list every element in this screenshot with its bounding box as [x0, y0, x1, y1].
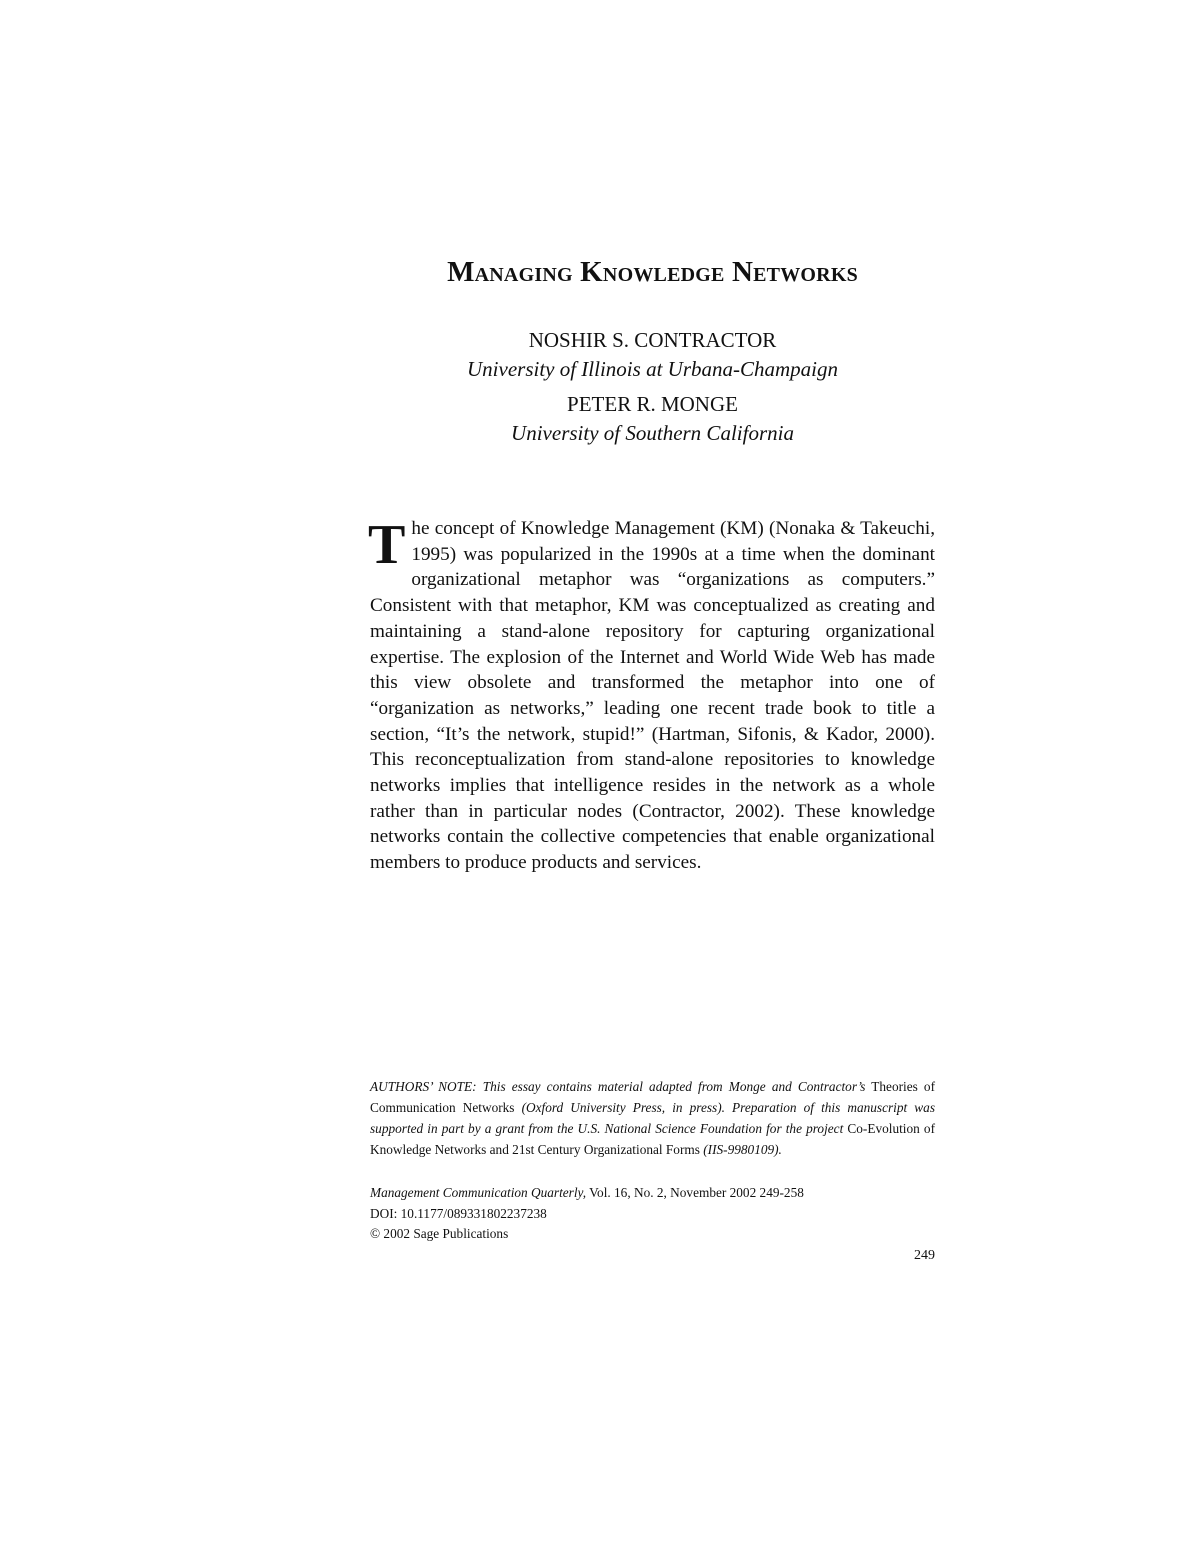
- authors-note-project-title: Co-Evolution of Knowledge Networks and 21st Century Organizational Forms: [370, 1121, 935, 1157]
- authors-note: [370, 1076, 935, 1160]
- author-affiliation-2: University of Southern California: [511, 421, 794, 445]
- author-name-2: PETER R. MONGE: [567, 392, 738, 416]
- author-affiliation-1: University of Illinois at Urbana-Champaign: [467, 357, 838, 381]
- authors-note-grant-id: (IIS-9980109).: [703, 1142, 782, 1157]
- journal-citation: [370, 1183, 935, 1204]
- publication-info: [370, 1183, 935, 1245]
- page-number: 249: [914, 1248, 935, 1263]
- abstract-paragraph: [370, 516, 935, 876]
- abstract-text: he concept of Knowledge Management (KM) (Nonaka & Takeuchi, 1995) was popularized in the 1990s at a time when the dominant organizational metaphor was “organizations as computers.” Consistent with that metaphor, KM was conceptualized as creating and maintaining a stand-alone repository for capturing organizational expertise. The explosion of the Internet and World Wide Web has made this view obsolete and transformed the metaphor into one of “organization as networks,” leading one recent trade book to title a section, “It’s the network, stupid!” (Hartman, Sifonis, & Kador, 2000). This reconceptualization from stand-alone repositories to knowledge networks implies that intelligence resides in the network as a whole rather than in particular nodes (Contractor, 2002). These knowledge networks contain the collective competencies that enable organizational members to produce products and services.: [370, 518, 935, 874]
- authors-note-part3: (Oxford University Press, in press). Preparation of this manuscript was supported in part by a grant from the U.S. National Science Foundation for the project: [370, 1100, 936, 1136]
- authors-note-book-title: Theories of Communication Networks: [370, 1079, 936, 1115]
- authors-note-part1: AUTHORS’ NOTE: This essay contains material adapted from Monge and Contractor’s: [370, 1079, 866, 1094]
- journal-name: Management Communication Quarterly,: [370, 1185, 587, 1200]
- journal-issue: Vol. 16, No. 2, November 2002 249-258: [589, 1185, 804, 1200]
- drop-cap: T: [368, 514, 406, 576]
- author-name-1: NOSHIR S. CONTRACTOR: [528, 328, 777, 352]
- doi: DOI: 10.1177/089331802237238: [370, 1205, 547, 1221]
- copyright: © 2002 Sage Publications: [370, 1226, 509, 1241]
- paper-title: Managing Knowledge Networks: [447, 256, 858, 288]
